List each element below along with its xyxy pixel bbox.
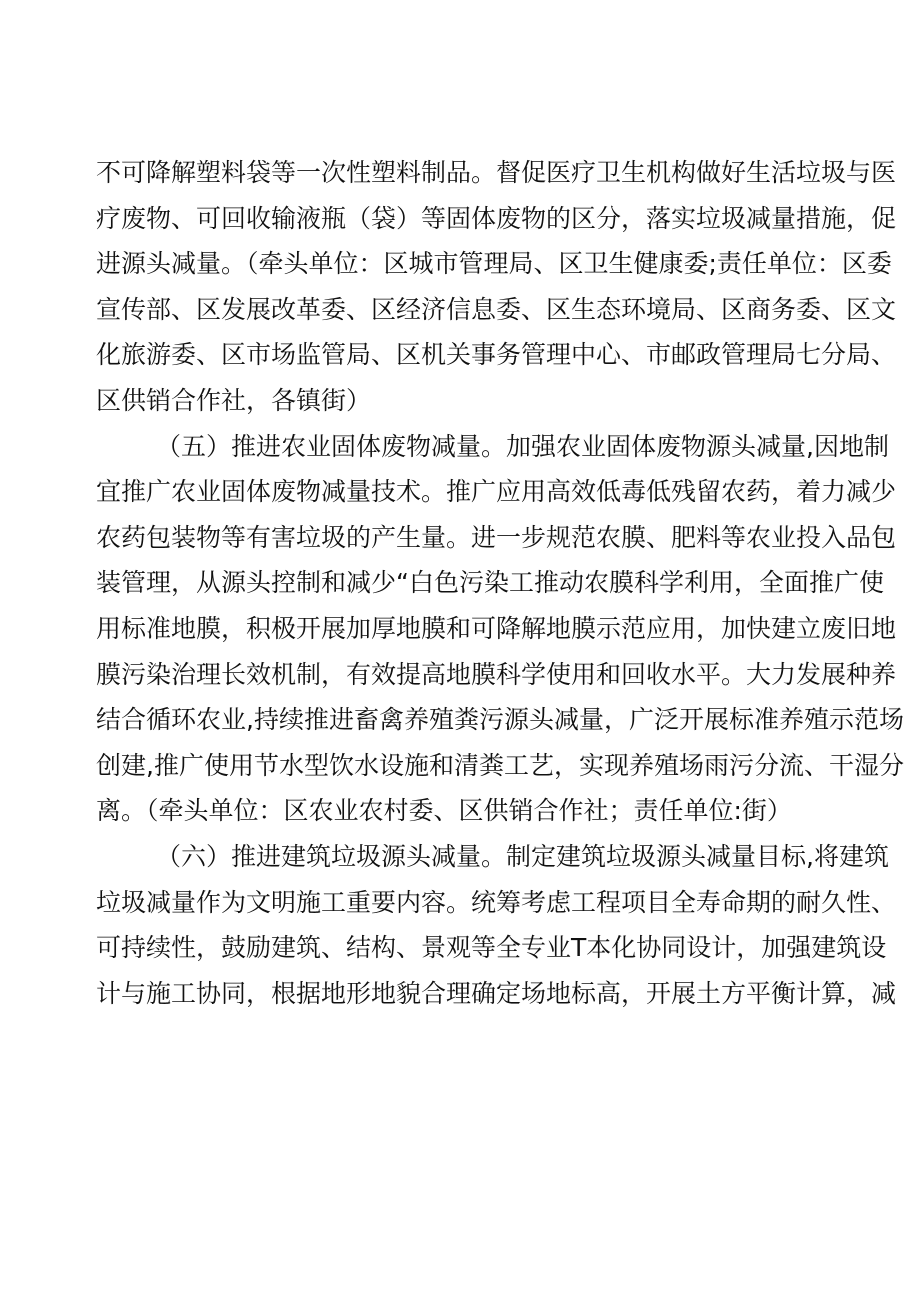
document-body (96, 150, 904, 1016)
paragraph-3 (96, 834, 897, 1016)
text-line: 装管理，从源头控制和减少“白色污染工推动农膜科学利用，全面推广使 (96, 568, 884, 598)
text-line: 不可降解塑料袋等一次性塑料制品。督促医疗卫生机构做好生活垃圾与医 (96, 158, 897, 187)
text-line: 创建,推广使用节水型饮水设施和清粪工艺，实现养殖场雨污分流、干湿分 (96, 750, 904, 780)
text-line: 区供销合作社，各镇街） (96, 385, 372, 415)
text-line: 宣传部、区发展改革委、区经济信息委、区生态环境局、区商务委、区文 (96, 294, 897, 324)
text-line: 化旅游委、区市场监管局、区机关事务管理中心、市邮政管理局七分局、 (96, 340, 897, 370)
paragraph-1 (96, 150, 897, 424)
text-line: 计与施工协同，根据地形地貌合理确定场地标高，开展土方平衡计算，减 (96, 978, 897, 1008)
text-line: 膜污染治理长效机制，有效提高地膜科学使用和回收水平。大力发展种养 (96, 659, 897, 689)
text-line: 可持续性，鼓励建筑、结构、景观等全专业T本化协同设计，加强建筑设 (96, 933, 887, 963)
text-line: 用标准地膜，积极开展加厚地膜和可降解地膜示范应用，加快建立废旧地 (96, 613, 897, 643)
text-line: 离。（牵头单位：区农业农村委、区供销合作社；责任单位:街） (96, 796, 792, 826)
text-line: 农药包装物等有害垃圾的产生量。进一步规范农膜、肥料等农业投入品包 (96, 522, 897, 552)
text-line: （五）推进农业固体废物减量。加强农业固体废物源头减量,因地制 (156, 431, 889, 461)
text-line: 疗废物、可回收输液瓶（袋）等固体废物的区分，落实垃圾减量措施，促 (96, 203, 897, 233)
text-line: 进源头减量。（牵头单位：区城市管理局、区卫生健康委;责任单位：区委 (96, 249, 892, 279)
paragraph-2 (96, 424, 904, 834)
text-line: （六）推进建筑垃圾源头减量。制定建筑垃圾源头减量目标,将建筑 (156, 841, 889, 871)
text-line: 结合循环农业,持续推进畜禽养殖粪污源头减量，广泛开展标准养殖示范场 (96, 705, 904, 735)
text-line: 垃圾减量作为文明施工重要内容。统筹考虑工程项目全寿命期的耐久性、 (96, 887, 897, 917)
text-line: 宜推广农业固体废物减量技术。推广应用高效低毒低残留农药，着力减少 (96, 477, 897, 507)
